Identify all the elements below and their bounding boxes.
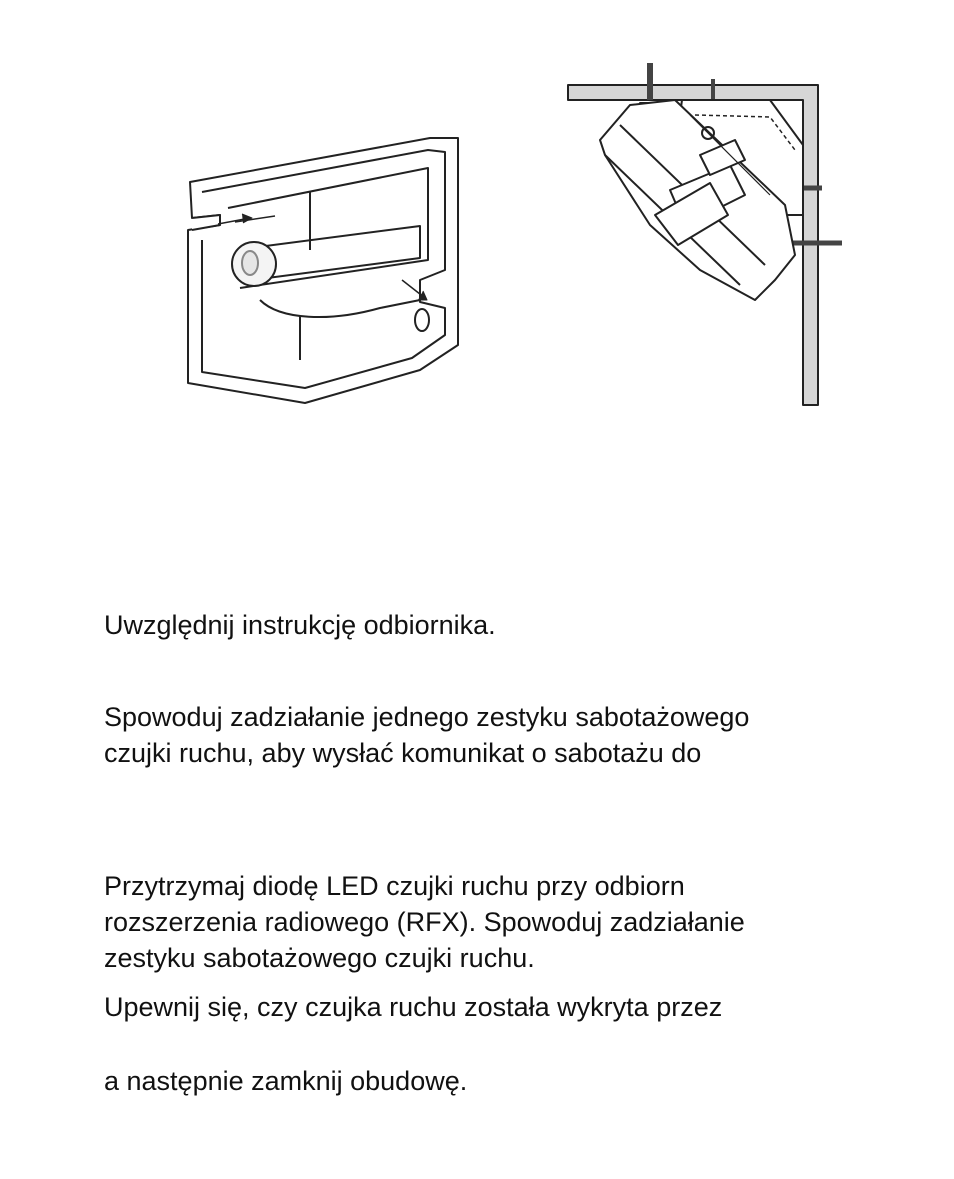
instruction-paragraph-3 xyxy=(104,868,745,976)
text-line: rozszerzenia radiowego (RFX). Spowoduj zadziałanie xyxy=(104,907,745,937)
text-line: czujki ruchu, aby wysłać komunikat o sabotażu do xyxy=(104,738,702,768)
instruction-paragraph-4 xyxy=(104,989,722,1025)
text-line: a następnie zamknij obudowę. xyxy=(104,1066,468,1096)
detector-housing-open-illustration xyxy=(180,130,465,410)
text-line: Przytrzymaj diodę LED czujki ruchu przy odbiorn xyxy=(104,871,685,901)
detector-corner-mount-illustration xyxy=(560,55,850,410)
instruction-paragraph-1 xyxy=(104,607,496,643)
text-line: Uwzględnij instrukcję odbiornika. xyxy=(104,610,496,640)
instruction-paragraph-2 xyxy=(104,699,749,771)
text-line: Spowoduj zadziałanie jednego zestyku sabotażowego xyxy=(104,702,750,732)
text-line: Upewnij się, czy czujka ruchu została wykryta przez xyxy=(104,992,723,1022)
instruction-paragraph-5 xyxy=(104,1063,467,1099)
text-line: zestyku sabotażowego czujki ruchu. xyxy=(104,943,535,973)
